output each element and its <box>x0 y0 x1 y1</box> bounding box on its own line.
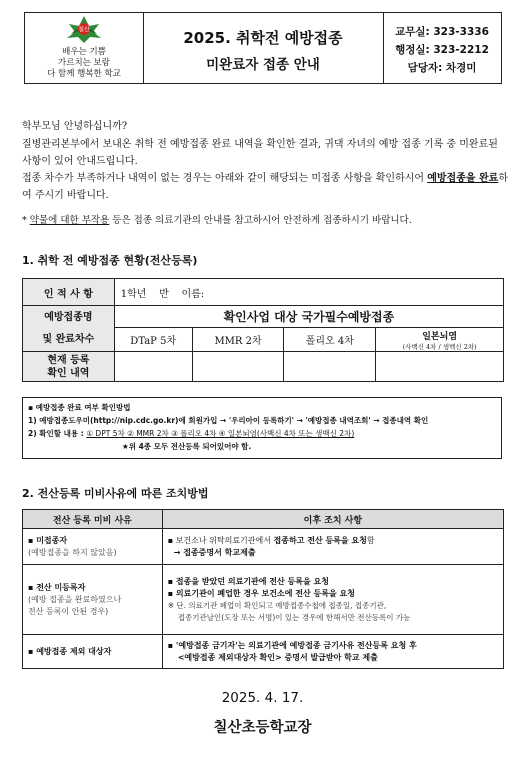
vaccine-mmr: MMR 2차 <box>192 328 284 352</box>
vaccination-status-table <box>22 278 504 382</box>
action-unregistered: ▪ 접종을 받았던 의료기관에 전산 등록을 요청 ▪ 의료기관이 폐업한 경우 보건소에 전산 등록을 요청 ※ 단. 의료기관 폐업이 확인되고 예방접종수첩에 접종일, 접종기관, 접종기관날인(도장 또는 서명)이 있는 경우에 한해서만 전산등록이 가능 <box>162 565 503 635</box>
method-note: ★위 4종 모두 전산등록 되어있어야 함. <box>122 442 252 451</box>
col-action-header: 이후 조치 사항 <box>162 510 503 529</box>
table-row <box>23 306 504 328</box>
issue-date: 2025. 4. 17. <box>221 690 304 706</box>
action-excluded: ▪ '예방접종 금기자'는 의료기관에 예방접종 금기사유 전산등록 요청 후 <예방접종 제외대상자 확인> 증명서 발급받아 학교 제출 <box>162 635 503 669</box>
contact-teachers-office: 교무실: 323-3336 <box>395 26 489 38</box>
table-row <box>23 279 504 306</box>
table-header-row <box>23 510 504 529</box>
school-logo-icon <box>63 14 105 44</box>
reason-unvaccinated: ▪ 미접종자 (예방접종을 하지 않았음) <box>23 529 163 565</box>
check-method-box <box>22 397 502 459</box>
table-row <box>23 565 504 635</box>
motto-line-3: 다 함께 행복한 학교 <box>47 69 121 79</box>
side-effect-note: * 약물에 대한 부작용 등은 접종 의료기관의 안내를 참고하시어 안전하게 접종하시기 바랍니다. <box>22 215 412 226</box>
signature: 칠산초등학교장 <box>213 720 312 736</box>
method-step-1: 1) 예방접종도우미(http://nip.cdc.go.kr)에 회원가입 → '우리아이 등록하기' → '예방접종 내역조회' → 접종내역 확인 <box>28 416 429 425</box>
intro-paragraph-1: 질병관리본부에서 보내온 취학 전 예방접종 완료 내역을 확인한 결과, 귀댁 자녀의 예방 접종 기록 중 미완료된 사항이 있어 안내드립니다. <box>22 139 498 167</box>
action-table <box>22 509 504 669</box>
logo-text: 칠산 <box>78 26 90 34</box>
vaccine-group-title: 확인사업 대상 국가필수예방접종 <box>114 306 503 328</box>
info-label: 인 적 사 항 <box>23 279 115 306</box>
method-step-2: 2) 확인할 내용 : ① DPT 5차 ② MMR 2차 ③ 폴리오 4차 ④ 일본뇌염(사백신 4차 또는 생백신 2차) <box>28 429 355 438</box>
status-label: 현재 등록 확인 내역 <box>23 352 115 382</box>
table-row <box>23 635 504 669</box>
action-unvaccinated: ▪ 보건소나 위탁의료기관에서 접종하고 전산 등록을 요청함 → 접종증명서 학교제출 <box>162 529 503 565</box>
greeting: 학부모님 안녕하십니까? <box>22 121 128 132</box>
contact-person: 담당자: 차경미 <box>407 62 477 74</box>
info-value: 1학년 반 이름: <box>114 279 503 306</box>
page-title: 2025. 취학전 예방접종 <box>183 29 343 47</box>
intro-paragraph-2: 접종 차수가 부족하거나 내역이 없는 경우는 아래와 같이 해당되는 미접종 사항을 확인하시어 예방접종을 완료하여 주시기 바랍니다. <box>22 173 509 201</box>
title-cell <box>143 13 384 83</box>
table-row <box>23 529 504 565</box>
table-row <box>23 352 504 382</box>
status-cell-japanese <box>376 352 504 382</box>
reason-unregistered: ▪ 전산 미등록자 (예방 접종을 완료하였으나 전산 등록이 안된 경우) <box>23 565 163 635</box>
motto-line-2: 가르치는 보람 <box>58 58 110 68</box>
vaccine-japanese-encephalitis: 일본뇌염 (사백신 4차 / 생백신 2차) <box>376 328 504 352</box>
vaccine-polio: 폴리오 4차 <box>284 328 376 352</box>
page-subtitle: 미완료자 접종 안내 <box>206 57 320 73</box>
contact-admin-office: 행정실: 323-2212 <box>395 44 489 56</box>
motto-line-1: 배우는 기쁨 <box>62 47 106 57</box>
reason-excluded: ▪ 예방접종 제외 대상자 <box>23 635 163 669</box>
header-box <box>24 12 502 84</box>
col-reason-header: 전산 등록 미비 사유 <box>23 510 163 529</box>
method-title: ▪ 예방접종 완료 여부 확인방법 <box>28 403 131 412</box>
status-cell-dtap <box>114 352 192 382</box>
section-2-title: 2. 전산등록 미비사유에 따른 조치방법 <box>22 487 209 500</box>
side-effect-emphasis: 약물에 대한 부작용 <box>29 215 110 226</box>
contact-cell <box>383 13 501 83</box>
complete-vaccination-emphasis: 예방접종을 완료 <box>427 173 499 184</box>
vaccine-label: 예방접종명 및 완료차수 <box>23 306 115 352</box>
school-logo-cell <box>25 13 144 83</box>
vaccine-dtap: DTaP 5차 <box>114 328 192 352</box>
status-cell-polio <box>284 352 376 382</box>
section-1-title: 1. 취학 전 예방접종 현황(전산등록) <box>22 254 198 267</box>
status-cell-mmr <box>192 352 284 382</box>
